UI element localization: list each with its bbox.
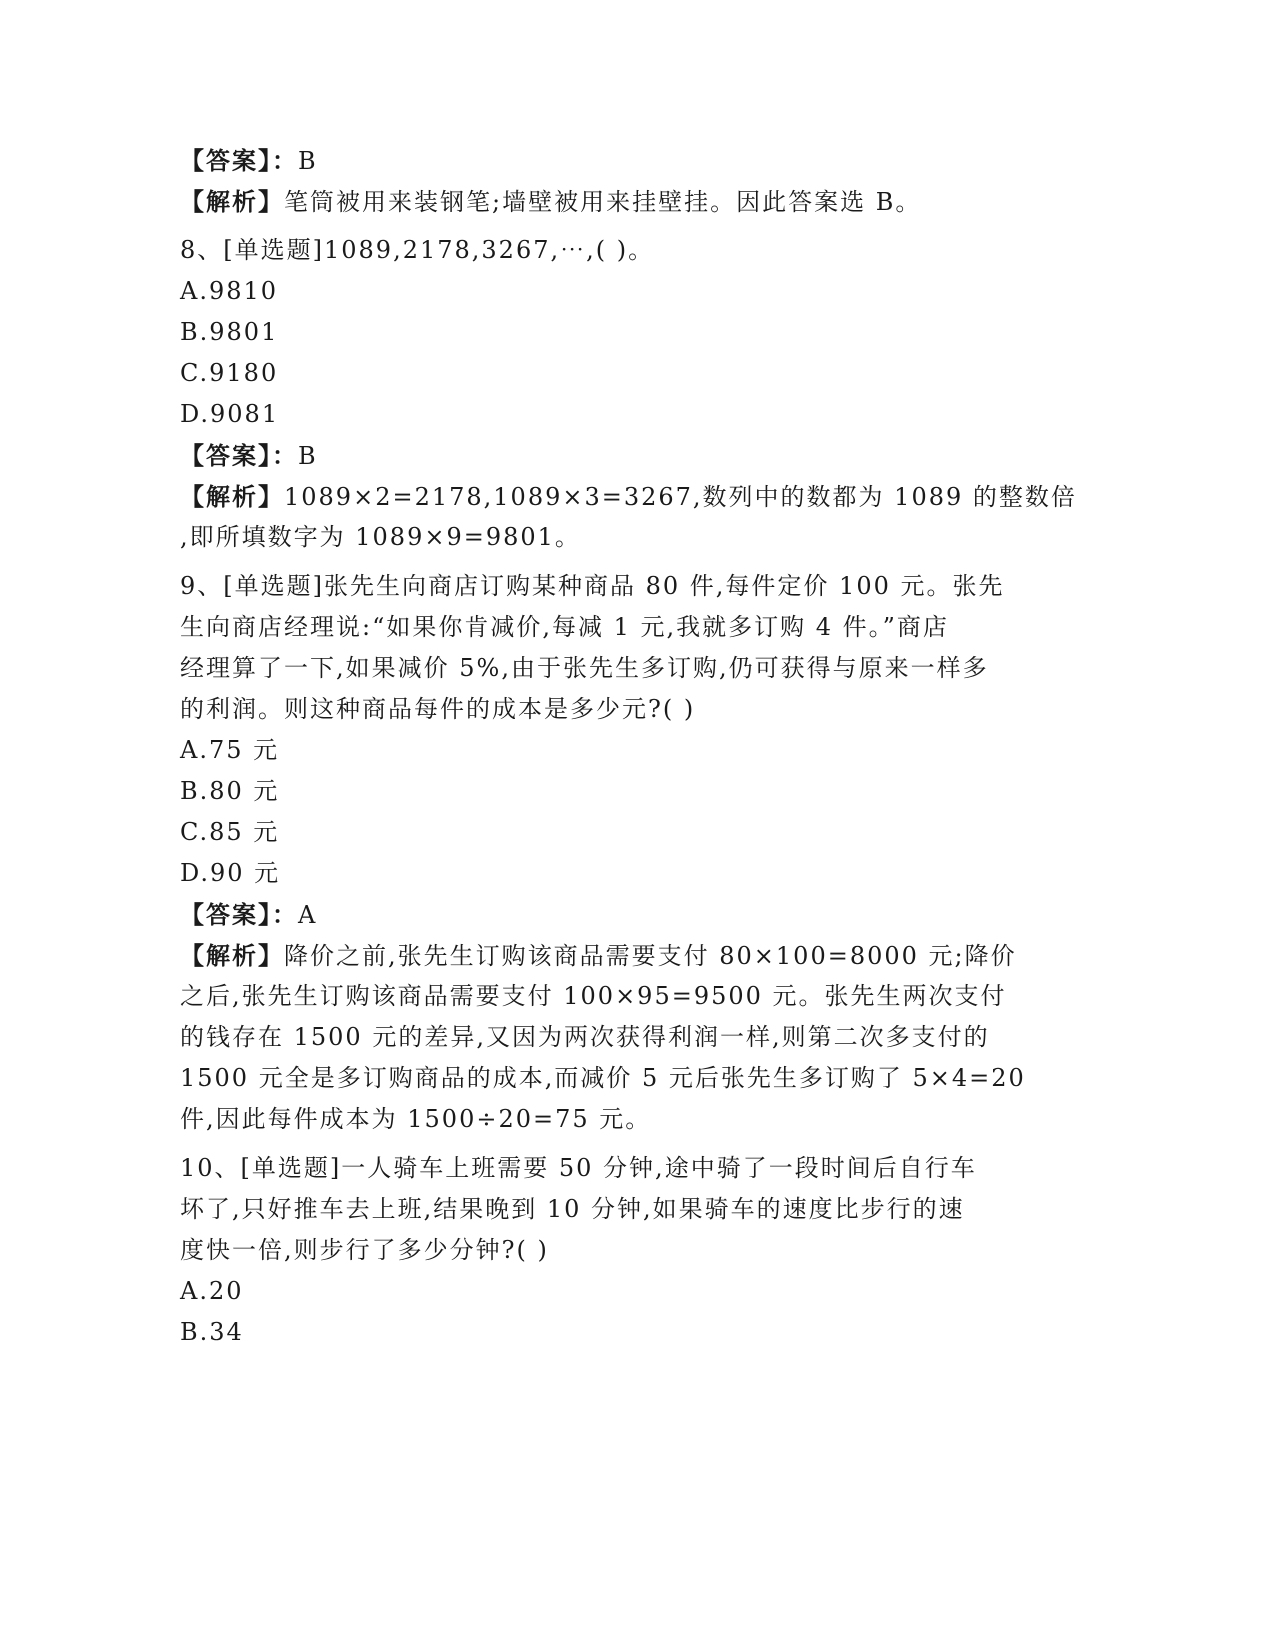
answer-value: B <box>298 147 318 175</box>
q9-option-d: D.90 元 <box>180 859 281 887</box>
q9-option-a: A.75 元 <box>180 736 280 764</box>
answer-label: 【答案】： <box>180 146 298 175</box>
answer-label: 【答案】： <box>180 441 298 470</box>
q9-analysis-line-5: 件,因此每件成本为 1500÷20=75 元。 <box>180 1105 652 1133</box>
q10-option-a: A.20 <box>180 1277 244 1305</box>
analysis-label: 【解析】 <box>180 187 284 216</box>
answer-label: 【答案】： <box>180 900 298 929</box>
q9-question-line-3: 经理算了一下,如果减价 5%,由于张先生多订购,仍可获得与原来一样多 <box>180 654 989 682</box>
q10-question-line-3: 度快一倍,则步行了多少分钟?( ) <box>180 1236 549 1264</box>
q8-analysis-line-1 <box>180 476 1080 517</box>
q7-answer <box>180 140 1080 181</box>
q9-option-b: B.80 元 <box>180 777 280 805</box>
q10-question-line-1: 10、[单选题]一人骑车上班需要 50 分钟,途中骑了一段时间后自行车 <box>180 1154 977 1182</box>
q9-question-line-1: 9、[单选题]张先生向商店订购某种商品 80 件,每件定价 100 元。张先 <box>180 572 1005 600</box>
q8-option-c: C.9180 <box>180 359 279 387</box>
answer-value: A <box>298 901 318 929</box>
q8-option-b: B.9801 <box>180 318 279 346</box>
analysis-text: 笔筒被用来装钢笔;墙壁被用来挂壁挂。因此答案选 B。 <box>284 188 922 216</box>
q8-option-d: D.9081 <box>180 400 280 428</box>
q8-question: 8、[单选题]1089,2178,3267,⋯,( )。 <box>180 236 655 264</box>
q7-analysis <box>180 181 1080 222</box>
document-page <box>180 140 1080 1353</box>
q9-analysis-line-1 <box>180 935 1080 976</box>
analysis-label: 【解析】 <box>180 941 284 970</box>
q8-option-a: A.9810 <box>180 277 279 305</box>
q9-analysis-line-3: 的钱存在 1500 元的差异,又因为两次获得利润一样,则第二次多支付的 <box>180 1023 990 1051</box>
q10-question-line-2: 坏了,只好推车去上班,结果晚到 10 分钟,如果骑车的速度比步行的速 <box>180 1195 965 1223</box>
q8-answer <box>180 435 1080 476</box>
answer-value: B <box>298 442 318 470</box>
q10-option-b: B.34 <box>180 1318 244 1346</box>
analysis-text: 1089×2=2178,1089×3=3267,数列中的数都为 1089 的整数倍 <box>284 483 1077 511</box>
q9-option-c: C.85 元 <box>180 818 280 846</box>
q9-question-line-4: 的利润。则这种商品每件的成本是多少元?( ) <box>180 695 696 723</box>
q9-answer <box>180 894 1080 935</box>
q9-question-line-2: 生向商店经理说:“如果你肯减价,每减 1 元,我就多订购 4 件。”商店 <box>180 613 949 641</box>
q9-analysis-line-4: 1500 元全是多订购商品的成本,而减价 5 元后张先生多订购了 5×4=20 <box>180 1064 1026 1092</box>
q8-analysis-line-2: ,即所填数字为 1089×9=9801。 <box>180 523 581 551</box>
analysis-label: 【解析】 <box>180 482 284 511</box>
analysis-text: 降价之前,张先生订购该商品需要支付 80×100=8000 元;降价 <box>284 942 1017 970</box>
q9-analysis-line-2: 之后,张先生订购该商品需要支付 100×95=9500 元。张先生两次支付 <box>180 982 1007 1010</box>
